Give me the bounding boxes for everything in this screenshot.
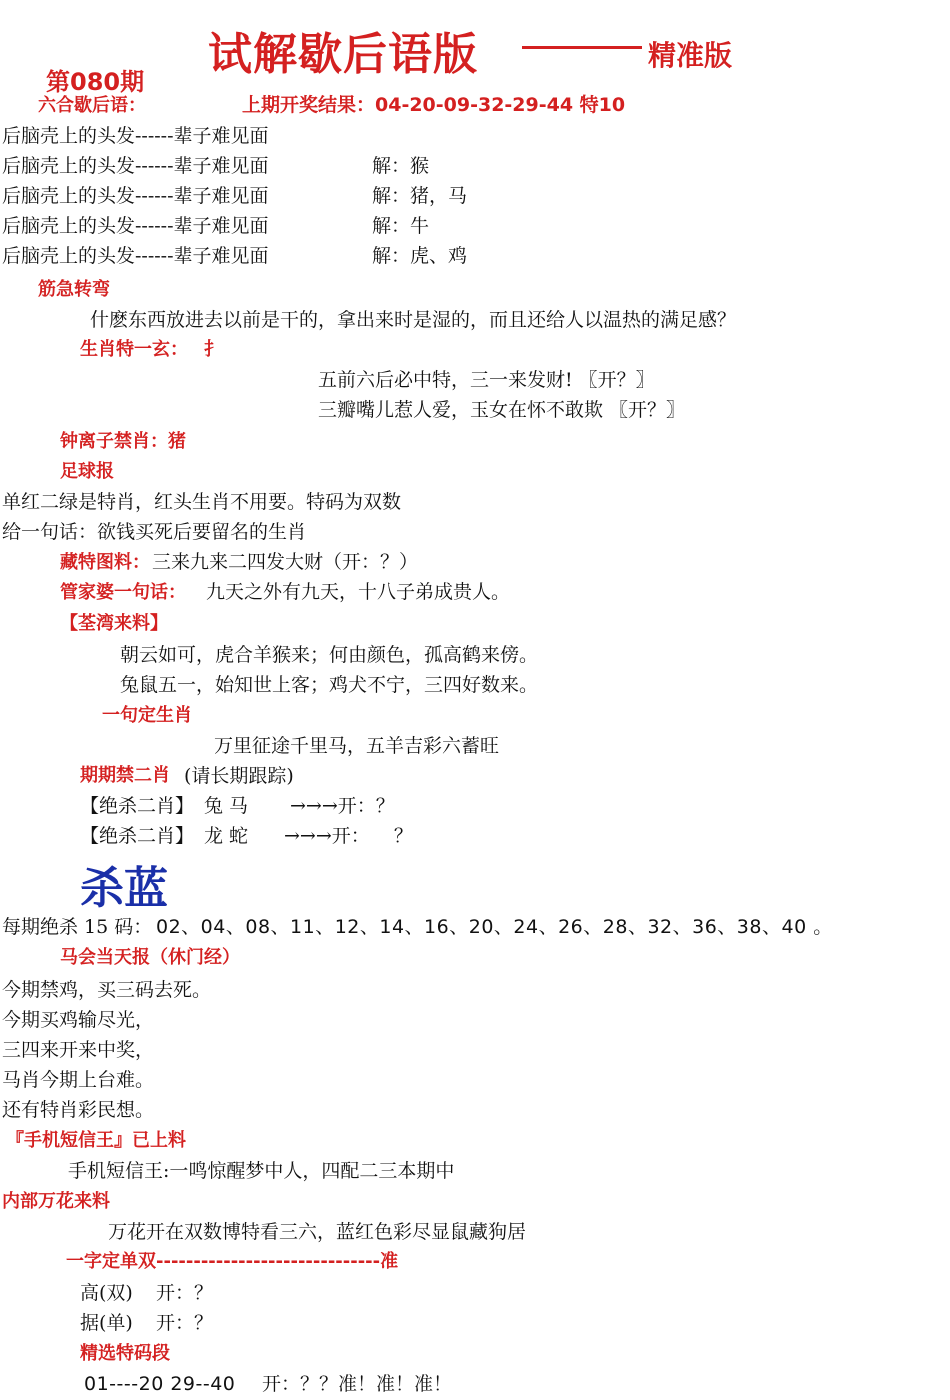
jin-er-heading: 期期禁二肖 bbox=[80, 765, 170, 786]
jin-er-note: (请长期跟踪) bbox=[184, 765, 294, 787]
riddle-answer-3: 解：猪，马 bbox=[372, 185, 468, 207]
mahui-line-3: 三四来开来中奖， bbox=[2, 1039, 155, 1061]
sha-lan-prefix: 每期绝杀 15 码： bbox=[2, 916, 153, 938]
cangte-text: 三来九来二四发大财（开：？） bbox=[152, 551, 419, 573]
title-dash-divider bbox=[522, 46, 642, 49]
brain-teaser-heading: 筋急转弯 bbox=[38, 279, 110, 300]
jin-er-row-2-animals: 龙 蛇 bbox=[204, 825, 249, 847]
jin-er-row-1-animals: 兔 马 bbox=[204, 795, 249, 817]
mahui-line-4: 马肖今期上台难。 bbox=[2, 1069, 155, 1091]
guanjia-text: 九天之外有九天，十八子弟成贵人。 bbox=[206, 581, 511, 603]
football-line-1: 单红二绿是特肖，红头生肖不用要。特码为双数 bbox=[2, 491, 402, 513]
danshuang-row-1-open: 开：？ bbox=[156, 1282, 214, 1304]
mahui-line-1: 今期禁鸡，买三码去死。 bbox=[2, 979, 212, 1001]
quanwan-line-2: 兔鼠五一，始知世上客；鸡犬不宁，三四好数来。 bbox=[120, 674, 539, 696]
shengxiao-line-1: 五前六后必中特，三一来发财! 〖开？〗 bbox=[318, 369, 655, 391]
last-draw-result: 上期开奖结果：04-20-09-32-29-44 特10 bbox=[242, 94, 626, 116]
mahui-heading: 马会当天报（休门经） bbox=[60, 947, 240, 968]
yiju-text: 万里征途千里马，五羊吉彩六蓄旺 bbox=[214, 735, 500, 757]
issue-number: 第080期 bbox=[46, 68, 145, 96]
jin-er-row-2-arrows: →→→开： ？ bbox=[284, 825, 413, 847]
yiju-heading: 一句定生肖 bbox=[102, 705, 192, 726]
riddle-line-4: 后脑壳上的头发------辈子难见面 bbox=[2, 215, 269, 237]
jin-er-row-1-label: 【绝杀二肖】 bbox=[80, 795, 195, 817]
danshuang-row-2-open: 开：？ bbox=[156, 1312, 214, 1334]
shengxiao-cut-glyph: 扌 bbox=[204, 339, 222, 360]
sha-lan-heading: 杀蓝 bbox=[80, 863, 168, 914]
cangte-label: 藏特图料： bbox=[60, 552, 150, 573]
page-title: 试解歇后语版 bbox=[208, 29, 478, 80]
quanwan-line-1: 朝云如可，虎合羊猴来；何由颜色，孤高鹤来傍。 bbox=[120, 644, 539, 666]
sms-heading: 『手机短信王』已上料 bbox=[6, 1130, 186, 1151]
riddle-answer-2: 解：猴 bbox=[372, 155, 430, 177]
danshuang-row-1-label: 高(双) bbox=[80, 1282, 133, 1304]
riddle-line-2: 后脑壳上的头发------辈子难见面 bbox=[2, 155, 269, 177]
football-line-2: 给一句话：欲钱买死后要留名的生肖 bbox=[2, 521, 307, 543]
danshuang-row-2-label: 据(单) bbox=[80, 1312, 133, 1334]
riddle-line-1: 后脑壳上的头发------辈子难见面 bbox=[2, 125, 269, 147]
danshuang-heading: 一字定单双------------------------------准 bbox=[66, 1251, 399, 1272]
jin-er-row-1-arrows: →→→开：？ bbox=[290, 795, 395, 817]
jingxuan-heading: 精选特码段 bbox=[80, 1343, 170, 1364]
sha-lan-numbers: 02、04、08、11、12、14、16、20、24、26、28、32、36、38、40 。 bbox=[156, 916, 833, 938]
shengxiao-heading: 生肖特一玄： bbox=[80, 339, 188, 360]
jingxuan-open: 开：？？准！准！准！ bbox=[262, 1373, 453, 1395]
riddle-answer-5: 解：虎、鸡 bbox=[372, 245, 468, 267]
riddle-answer-4: 解：牛 bbox=[372, 215, 430, 237]
mahui-line-5: 还有特肖彩民想。 bbox=[2, 1099, 155, 1121]
wanhua-text: 万花开在双数博特看三六，蓝红色彩尽显鼠藏狗居 bbox=[108, 1221, 527, 1243]
riddle-line-5: 后脑壳上的头发------辈子难见面 bbox=[2, 245, 269, 267]
zhongli-ban: 钟离子禁肖：猪 bbox=[60, 431, 186, 452]
liuhe-heading: 六合歇后语： bbox=[38, 95, 146, 116]
guanjia-label: 管家婆一句话： bbox=[60, 582, 186, 603]
shengxiao-line-2: 三瓣嘴儿惹人爱，玉女在怀不敢欺 〖开？〗 bbox=[318, 399, 686, 421]
riddle-line-3: 后脑壳上的头发------辈子难见面 bbox=[2, 185, 269, 207]
quanwan-heading: 【荃湾来料】 bbox=[60, 613, 168, 634]
mahui-line-2: 今期买鸡输尽光， bbox=[2, 1009, 155, 1031]
jin-er-row-2-label: 【绝杀二肖】 bbox=[80, 825, 195, 847]
football-heading: 足球报 bbox=[60, 461, 114, 482]
brain-teaser-question: 什麽东西放进去以前是干的，拿出来时是湿的，而且还给人以温热的满足感？ bbox=[90, 309, 737, 331]
sms-text: 手机短信王:一鸣惊醒梦中人，四配二三本期中 bbox=[68, 1160, 455, 1182]
wanhua-heading: 内部万花来料 bbox=[2, 1191, 110, 1212]
jingxuan-range: 01----20 29--40 bbox=[84, 1373, 236, 1395]
title-suffix: 精准版 bbox=[648, 39, 733, 72]
